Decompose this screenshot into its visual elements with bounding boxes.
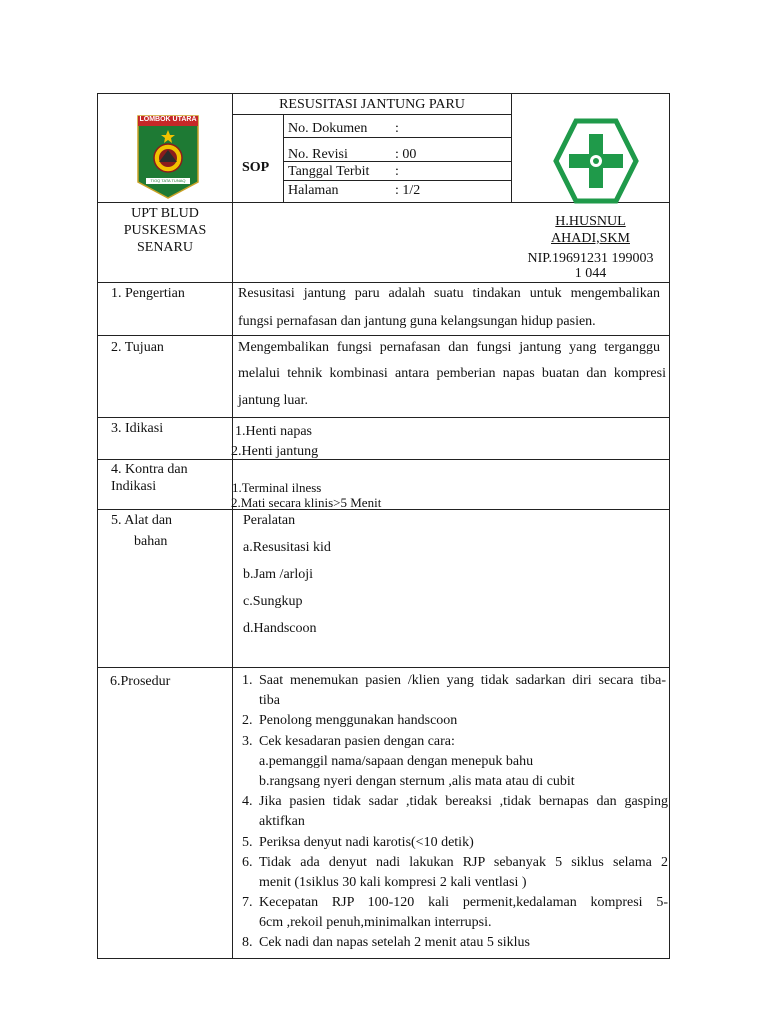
kemenkes-logo: [551, 118, 641, 204]
tujuan-line: Mengembalikan fungsi pernafasan dan fungsi jantung yang terganggu: [238, 340, 660, 355]
step-text: Saat menemukan pasien /klien yang tidak sadarkan diri secara tiba-: [259, 673, 666, 688]
step-text: a.pemanggil nama/sapaan dengan menepuk bahu: [259, 753, 534, 769]
signer-name: AHADI,SKM: [551, 231, 630, 246]
step-text: Penolong menggunakan handscoon: [259, 713, 458, 729]
step-number: 6.: [242, 854, 253, 870]
prosedur-line: [238, 773, 668, 793]
step-text: Periksa denyut nadi karotis(<10 detik): [259, 834, 474, 850]
prosedur-list: [238, 672, 668, 955]
step-text: b.rangsang nyeri dengan sternum ,alis mata atau di cubit: [259, 773, 575, 789]
alat-item: c.Sungkup: [243, 594, 303, 609]
step-number: 1.: [242, 673, 253, 688]
prosedur-line: [238, 914, 668, 934]
logo-banner-text: LOMBOK UTARA: [139, 116, 197, 123]
step-number: 4.: [242, 794, 253, 810]
tujuan-line: melalui tehnik kombinasi antara pemberian napas buatan dan kompresi: [238, 366, 666, 381]
lombok-utara-logo: [136, 114, 200, 200]
label-alat: bahan: [134, 534, 168, 549]
step-text: Kecepatan RJP 100-120 kali permenit,kedalaman kompresi 5-: [259, 895, 668, 911]
org-line: PUSKESMAS: [123, 223, 207, 238]
field-value: :: [395, 164, 399, 179]
prosedur-line: [238, 813, 668, 833]
prosedur-line: [238, 672, 668, 692]
field-value: : 1/2: [395, 183, 421, 198]
prosedur-line: [238, 854, 668, 874]
step-text: Jika pasien tidak sadar ,tidak bereaksi ,tidak bernapas dan gasping: [259, 794, 668, 810]
label-indikasi: 3. Idikasi: [111, 421, 164, 436]
label-alat: 5. Alat dan: [111, 513, 173, 528]
step-text: Cek nadi dan napas setelah 2 menit atau 5 siklus: [259, 935, 530, 951]
step-text: 6cm ,rekoil penuh,minimalkan interrupsi.: [259, 915, 492, 931]
label-tujuan: 2. Tujuan: [111, 340, 164, 355]
step-number: 7.: [242, 895, 253, 911]
alat-item: b.Jam /arloji: [243, 567, 313, 582]
doc-title: RESUSITASI JANTUNG PARU: [279, 97, 465, 112]
field-value: :: [395, 121, 399, 136]
pengertian-line: Resusitasi jantung paru adalah suatu tindakan untuk mengembalikan: [238, 286, 660, 301]
logo-motto-text: TIOQ TATA TUNAQ: [150, 178, 186, 183]
prosedur-line: [238, 753, 668, 773]
step-text: aktifkan: [259, 814, 305, 830]
label-kontra: 4. Kontra dan: [111, 462, 188, 477]
sop-label: SOP: [242, 160, 270, 175]
org-line: UPT BLUD: [131, 206, 199, 221]
alat-item: a.Resusitasi kid: [243, 540, 331, 555]
kontra-item: 1.Terminal ilness: [232, 480, 322, 495]
alat-item: d.Handscoon: [243, 621, 317, 636]
step-text: Tidak ada denyut nadi lakukan RJP sebanyak 5 siklus selama 2: [259, 854, 668, 870]
step-number: 2.: [242, 713, 253, 729]
indikasi-item: 2.Henti jantung: [231, 444, 319, 459]
pengertian-line: fungsi pernafasan dan jantung guna kelangsungan hidup pasien.: [238, 314, 596, 329]
label-kontra: Indikasi: [111, 479, 157, 494]
prosedur-line: [238, 692, 668, 712]
indikasi-item: 1.Henti napas: [235, 424, 312, 439]
step-number: 8.: [242, 935, 253, 951]
prosedur-line: [238, 934, 668, 954]
prosedur-line: [238, 834, 668, 854]
signer-name: H.HUSNUL: [555, 214, 626, 229]
field-value: : 00: [395, 147, 417, 162]
prosedur-line: [238, 712, 668, 732]
kontra-item: 2.Mati secara klinis>5 Menit: [231, 495, 382, 510]
signer-nip: NIP.19691231 199003: [527, 251, 654, 266]
field-label: Tanggal Terbit: [288, 164, 370, 179]
field-label: No. Dokumen: [288, 121, 368, 136]
prosedur-line: [238, 874, 668, 894]
step-number: 3.: [242, 733, 253, 749]
org-line: SENARU: [136, 240, 193, 255]
label-prosedur: 6.Prosedur: [110, 674, 171, 689]
step-text: tiba: [259, 693, 280, 709]
tujuan-line: jantung luar.: [238, 393, 308, 408]
label-pengertian: 1. Pengertian: [111, 286, 185, 301]
alat-item: Peralatan: [243, 513, 296, 528]
step-text: Cek kesadaran pasien dengan cara:: [259, 733, 455, 749]
prosedur-line: [238, 894, 668, 914]
step-text: menit (1siklus 30 kali kompresi 2 kali ventlasi ): [259, 874, 527, 890]
signer-nip: 1 044: [574, 266, 607, 281]
field-label: Halaman: [288, 183, 339, 198]
step-number: 5.: [242, 834, 253, 850]
prosedur-line: [238, 733, 668, 753]
field-label: No. Revisi: [288, 147, 348, 162]
prosedur-line: [238, 793, 668, 813]
